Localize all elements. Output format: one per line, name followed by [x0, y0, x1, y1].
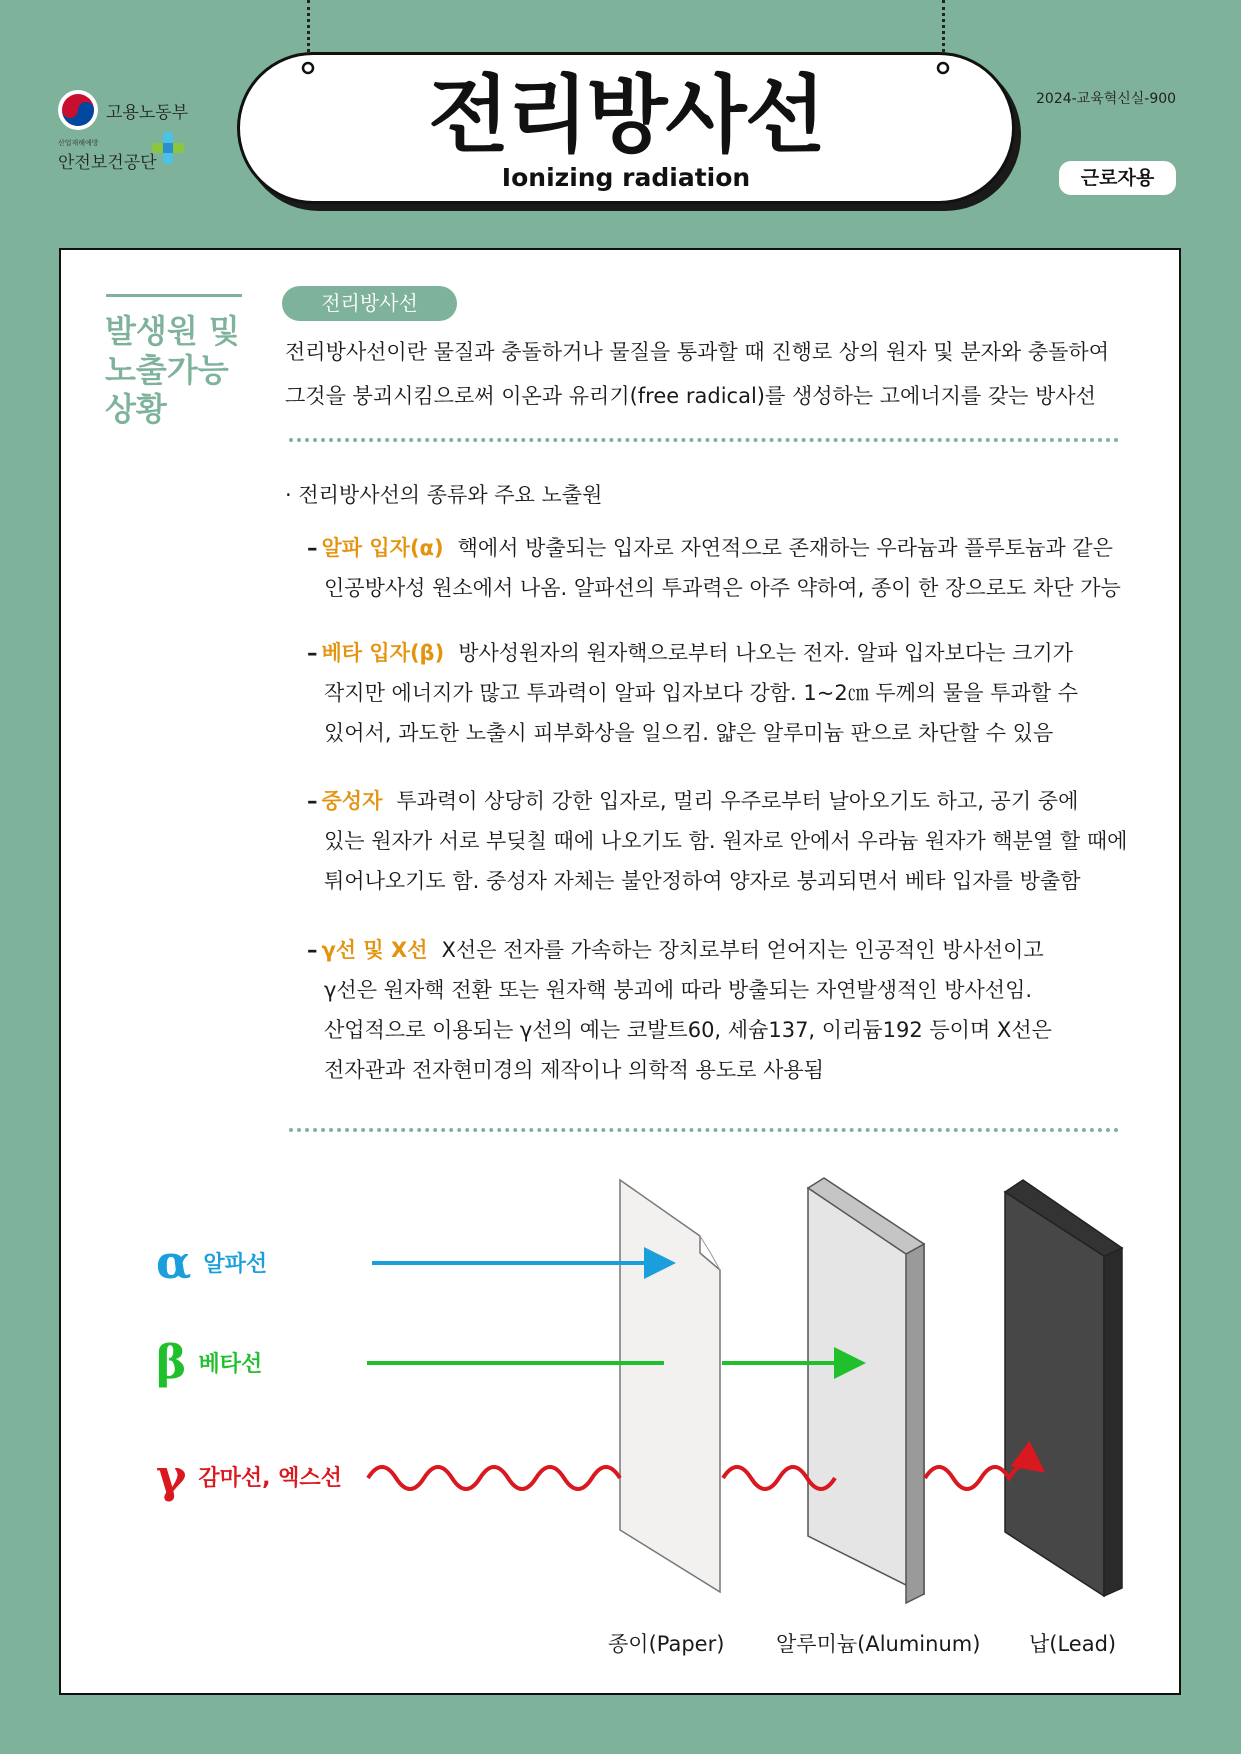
aluminum-label: 알루미늄(Aluminum): [776, 1632, 981, 1656]
sidebar-title-line: 노출가능: [105, 351, 229, 389]
item-text: 있는 원자가 서로 부딪칠 때에 나오기도 함. 원자로 안에서 우라늄 원자가 핵분열 할 때에: [324, 829, 1128, 853]
item-text: 작지만 에너지가 많고 투과력이 알파 입자보다 강함. 1~2㎝ 두께의 물을 투과할 수: [324, 681, 1078, 705]
type-item-neutron: [307, 781, 1187, 901]
item-text: 인공방사성 원소에서 나옴. 알파선의 투과력은 아주 약하여, 종이 한 장으로도 차단 가능: [324, 576, 1121, 600]
hanging-string-right: [942, 0, 945, 58]
gamma-name: 감마선, 엑스선: [198, 1465, 342, 1491]
paper-label: 종이(Paper): [608, 1632, 725, 1656]
paper-sheet: [620, 1180, 720, 1592]
lead-plate: [1005, 1180, 1122, 1596]
page-subtitle: Ionizing radiation: [501, 163, 751, 192]
type-item-alpha: [307, 528, 1187, 608]
alpha-symbol: α: [156, 1235, 192, 1289]
agency-name: 안전보건공단: [58, 153, 157, 173]
agency-small-text: 산업재해예방: [58, 139, 99, 147]
agency-plus-icon: [150, 130, 186, 166]
taegeuk-icon: [58, 90, 98, 130]
item-term: 알파 입자(α): [321, 536, 444, 560]
item-term: 중성자: [321, 789, 383, 813]
hanging-string-left: [307, 0, 310, 58]
lead-label: 납(Lead): [1029, 1632, 1117, 1656]
intro-line: 전리방사선이란 물질과 충돌하거나 물질을 통과할 때 진행로 상의 원자 및 분자와 충돌하여: [285, 340, 1110, 364]
item-dash: –: [307, 789, 318, 813]
beta-name: 베타선: [198, 1351, 263, 1377]
audience-badge: 근로자용: [1059, 161, 1176, 195]
beta-label: [156, 1335, 262, 1389]
item-text: 있어서, 과도한 노출시 피부화상을 일으킴. 얇은 알루미늄 판으로 차단할 수 있음: [324, 721, 1054, 745]
sidebar-title: [105, 312, 255, 429]
beta-symbol: β: [156, 1335, 187, 1389]
item-term: γ선 및 X선: [321, 938, 428, 962]
item-text: 전자관과 전자현미경의 제작이나 의학적 용도로 사용됨: [324, 1058, 824, 1082]
item-text: 튀어나오기도 함. 중성자 자체는 불안정하여 양자로 붕괴되면서 베타 입자를 방출함: [324, 869, 1081, 893]
dotted-divider: [289, 438, 1119, 442]
item-text: 핵에서 방출되는 입자로 자연적으로 존재하는 우라늄과 플루토늄과 같은: [457, 536, 1113, 560]
item-dash: –: [307, 641, 318, 665]
sidebar-title-line: 상황: [105, 390, 167, 428]
item-text: X선은 전자를 가속하는 장치로부터 얻어지는 인공적인 방사선이고: [441, 938, 1044, 962]
intro-text: [285, 330, 1165, 418]
gamma-ray-wave: [368, 1467, 620, 1489]
item-dash: –: [307, 938, 318, 962]
gamma-symbol: γ: [156, 1449, 187, 1503]
item-text: 투과력이 상당히 강한 입자로, 멀리 우주로부터 날아오기도 하고, 공기 중에: [396, 789, 1079, 813]
item-text: 산업적으로 이용되는 γ선의 예는 코발트60, 세슘137, 이리듐192 등이며 X선은: [324, 1018, 1052, 1042]
page-title: 전리방사선: [428, 66, 824, 164]
sidebar-rule: [106, 294, 242, 297]
hanging-ring-right: [933, 60, 953, 80]
type-item-beta: [307, 633, 1187, 753]
aluminum-plate: [808, 1178, 924, 1603]
alpha-name: 알파선: [203, 1251, 268, 1277]
item-term: 베타 입자(β): [321, 641, 445, 665]
document-code: 2024-교육혁신실-900: [1036, 91, 1177, 107]
types-heading: · 전리방사선의 종류와 주요 노출원: [285, 483, 603, 507]
agency-logo: [58, 138, 157, 173]
item-dash: –: [307, 536, 318, 560]
sidebar-title-line: 발생원 및: [105, 312, 240, 350]
hanging-ring-left: [298, 60, 318, 80]
item-text: 방사성원자의 원자핵으로부터 나오는 전자. 알파 입자보다는 크기가: [458, 641, 1073, 665]
intro-line: 그것을 붕괴시킴으로써 이온과 유리기(free radical)를 생성하는 고에너지를 갖는 방사선: [285, 384, 1096, 408]
ministry-logo: [58, 90, 188, 130]
type-item-gamma-xray: [307, 930, 1187, 1090]
ministry-name: 고용노동부: [106, 102, 189, 123]
dotted-divider: [289, 1128, 1119, 1132]
item-text: γ선은 원자핵 전환 또는 원자핵 붕괴에 따라 방출되는 자연발생적인 방사선임.: [324, 978, 1033, 1002]
gamma-label: [156, 1449, 342, 1503]
alpha-label: [156, 1235, 267, 1289]
title-sign: [237, 52, 1015, 204]
section-label: 전리방사선: [282, 286, 457, 321]
